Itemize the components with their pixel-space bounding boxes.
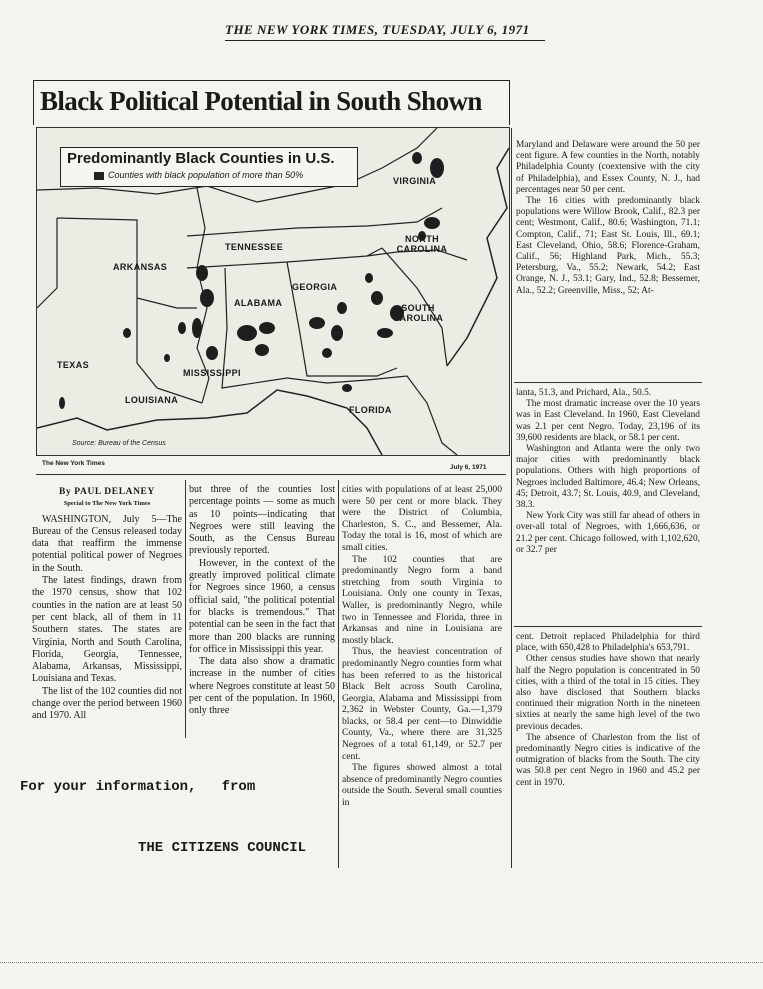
county-cluster [309, 317, 325, 329]
state-border [287, 376, 457, 455]
county-cluster [200, 289, 214, 307]
state-label-north-carolina: NORTH CAROLINA [396, 234, 448, 254]
state-border [287, 262, 397, 376]
article-column-2 [189, 484, 335, 718]
map-date: July 6, 1971 [450, 464, 487, 471]
article-column-3 [342, 484, 502, 809]
county-cluster [206, 346, 218, 360]
legend-text: Counties with black population of more than 50% [108, 170, 304, 180]
paragraph: However, in the context of the greatly improved political climate for Negroes since 1960, a census official said, "the political potential for blacks is tremendous." That potential can be seen in the fact that more than 200 blacks are running for office in Mississippi this year. [189, 557, 335, 655]
footer-sender: THE CITIZENS COUNCIL [138, 840, 307, 856]
paragraph: cent. Detroit replaced Philadelphia for third place, with 650,428 to Philadelphia's 653,791. [516, 632, 700, 654]
county-cluster [123, 328, 131, 338]
state-label-south-carolina: SOUTH CAROLINA [392, 303, 444, 323]
county-cluster [255, 344, 269, 356]
paragraph: The list of the 102 counties did not change over the period between 1960 and 1970. All [32, 685, 182, 722]
state-label-georgia: GEORGIA [292, 282, 338, 292]
paragraph: The data also show a dramatic increase in the number of cities where Negroes constitute at least 50 per cent of the population. In 1960, only three [189, 656, 335, 717]
masthead: THE NEW YORK TIMES, TUESDAY, JULY 6, 1971 [225, 22, 545, 41]
column-rule [511, 128, 512, 868]
paragraph: New York City was still far ahead of others in over-all total of Negroes, with 1,666,636, or 21.2 per cent. Chicago followed, with 1,102,620, or 32.7 per [516, 511, 700, 555]
county-cluster [371, 291, 383, 305]
paragraph: The figures showed almost a total absence of predominantly Negro counties outside the South. Several small counties in [342, 762, 502, 809]
county-cluster [259, 322, 275, 334]
column-rule [36, 474, 506, 475]
footer-note: For your information, from [20, 779, 256, 795]
county-cluster [237, 325, 257, 341]
state-label-tennessee: TENNESSEE [225, 242, 284, 252]
county-cluster [164, 354, 170, 362]
article-column-4b [516, 388, 700, 556]
paragraph: lanta, 51.3, and Prichard, Ala., 50.5. [516, 388, 652, 398]
county-cluster [377, 328, 393, 338]
state-label-mississippi: MISSISSIPPI [183, 368, 241, 378]
article-column-4c [516, 632, 700, 789]
headline: Black Political Potential in South Shown [40, 86, 482, 116]
scan-edge [0, 962, 763, 964]
article-column-4a [516, 140, 700, 297]
state-label-arkansas: ARKANSAS [113, 262, 168, 272]
state-label-florida: FLORIDA [349, 405, 392, 415]
county-cluster [430, 158, 444, 178]
county-cluster [196, 265, 208, 281]
paragraph: The 16 cities with predominantly black populations were Willow Brook, Calif., 82.3 per cent; Westmont, Calif., 80.6; Washington, 71.1; Compton, Calif., 71; East St. Louis, Ill., 69.1; East Cleveland, Ohio, 58.6; Florence-Graham, Calif., 56; Highland Park, Mich., 55.3; Petersburg, Va., 55.2; Newark, 54.2; East Orange, N. J., 53.1; Gary, Ind., 52.8; Bessemer, Ala., 52.2; Greenville, Miss., 52; At- [516, 196, 700, 296]
county-cluster [322, 348, 332, 358]
state-label-alabama: ALABAMA [234, 298, 283, 308]
paragraph: The absence of Charleston from the list of predominantly Negro cities is indicative of the outmigration of blacks from the South. The city was 50.8 per cent Negro in 1960 and 45.2 per cent in 1970. [516, 732, 700, 788]
paragraph: The most dramatic increase over the 10 years was in East Cleveland. In 1960, East Cleveland was 2.1 per cent Negro. Today, 23,196 of its 39,600 residents are black, or 58.1 per cent. [516, 399, 700, 443]
byline: By PAUL DELANEY [59, 487, 155, 497]
byline-sub: Special to The New York Times [63, 500, 151, 508]
county-cluster [412, 152, 422, 164]
county-cluster [178, 322, 186, 334]
state-border [37, 218, 57, 308]
county-cluster [59, 397, 65, 409]
paragraph: cities with populations of at least 25,000 were 50 per cent or more black. They were the District of Columbia, Charleston, S. C., and Bessemer, Ala. Today the total is 16, most of which are small cities. [342, 484, 502, 553]
paragraph: WASHINGTON, July 5—The Bureau of the Census released today data that reaffirm the immense potential political power of Negroes in the South. [32, 513, 182, 574]
column-rule [514, 626, 702, 627]
paragraph: but three of the counties lost percentage points — some as much as 10 points—indicating that Negroes were still leaving the South, as the Census Bureau previously reported. [189, 484, 335, 557]
county-cluster [192, 318, 202, 338]
county-cluster [331, 325, 343, 341]
state-border [137, 298, 202, 403]
county-cluster [424, 217, 440, 229]
map-source: Source: Bureau of the Census [72, 440, 166, 447]
column-rule [185, 480, 186, 738]
state-border [187, 248, 382, 268]
paragraph: Other census studies have shown that nearly half the Negro population is concentrated in 50 cities, with a third of the total in 15 cities. They also have disclosed that Southern blacks continued their migration North in the nineteen sixties at nearly the same high level of the two previous decades. [516, 654, 700, 732]
paragraph: Thus, the heaviest concentration of predominantly Negro counties form what has been referred to as the historical Black Belt across South Carolina, Georgia, Alabama and Mississippi from 2,362 in Webster County, Ga.—1,379 blacks, or 58.4 per cent—to Dinwiddie County, Va., where there are 31,325 Negroes of a total 61,149, or 52.7 per cent. [342, 646, 502, 762]
map-title: Predominantly Black Counties in U.S. [67, 150, 335, 167]
paragraph: The latest findings, drawn from the 1970 census, show that 102 counties in the nation are at least 50 per cent black, all of them in 11 Southern states. The states are Virginia, North and South Carolina, Florida, Georgia, Tennessee, Alabama, Arkansas, Mississippi, Louisiana and Texas. [32, 575, 182, 685]
state-label-virginia: VIRGINIA [393, 176, 437, 186]
legend-swatch-icon [94, 172, 104, 180]
map-credit: The New York Times [42, 460, 105, 467]
paragraph: Washington and Atlanta were the only two major cities with predominantly black populations. Others with high proportions of Negroes included Baltimore, 46.4; New Orleans, 45; Detroit, 43.7; St. Louis, 40.9, and Cleveland, 38.3. [516, 444, 700, 511]
state-label-texas: TEXAS [57, 360, 90, 370]
county-cluster [337, 302, 347, 314]
column-rule [338, 480, 339, 868]
article-column-1 [32, 486, 182, 723]
county-cluster [342, 384, 352, 392]
paragraph: The 102 counties that are predominantly Negro form a band stretching from south Virginia to Louisiana. Only one county in Texas, Waller, is predominantly Negro, while two in Tennessee and Florida, three in Arkansas and nine in Louisiana are mostly black. [342, 553, 502, 646]
column-rule [514, 382, 702, 383]
county-cluster [365, 273, 373, 283]
paragraph: Maryland and Delaware were around the 50 per cent figure. A few counties in the North, notably Philadelphia County (coextensive with the city of Philadelphia), and Essex County, N. J., had percentages near 50 per cent. [516, 140, 700, 195]
state-border [187, 208, 442, 236]
state-label-louisiana: LOUISIANA [125, 395, 179, 405]
